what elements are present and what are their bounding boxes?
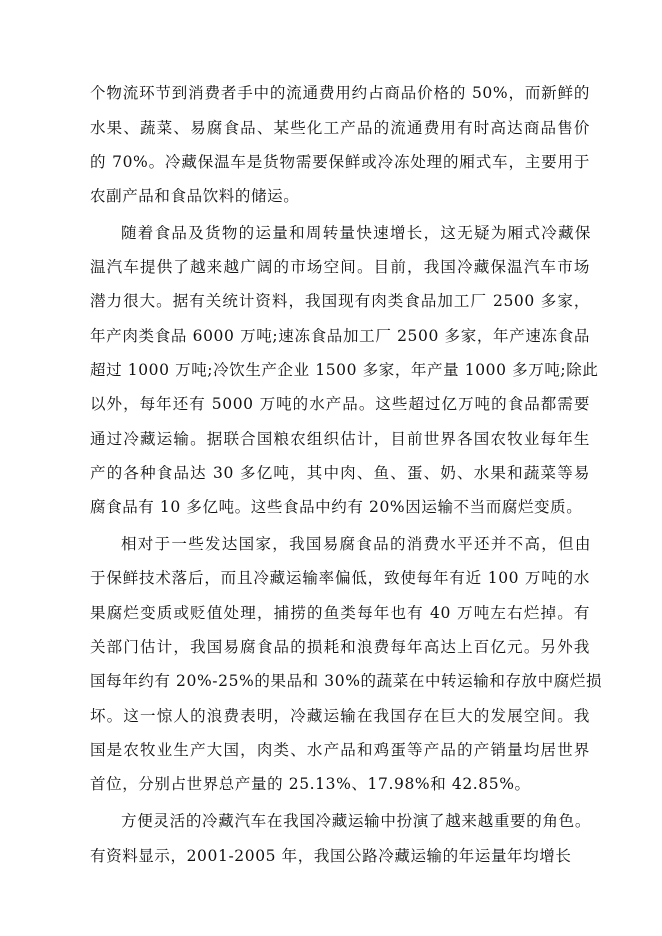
text-line: 于保鲜技术落后，而且冷藏运输率偏低，致使每年有近 100 万吨的水: [90, 569, 590, 587]
text-line: 通过冷藏运输。据联合国粮农组织估计，目前世界各国农牧业每年生: [90, 430, 590, 448]
text-line: 关部门估计，我国易腐食品的损耗和浪费每年高达上百亿元。另外我: [90, 638, 590, 656]
text-line: 坏。这一惊人的浪费表明，冷藏运输在我国存在巨大的发展空间。我: [90, 707, 590, 725]
paragraph-first-line: 随着食品及货物的运量和周转量快速增长，这无疑为厢式冷藏保: [121, 224, 591, 242]
text-line: 个物流环节到消费者手中的流通费用约占商品价格的 50%，而新鲜的: [90, 84, 590, 102]
text-line: 有资料显示，2001-2005 年，我国公路冷藏运输的年运量年均增长: [90, 847, 572, 865]
text-line: 潜力很大。据有关统计资料，我国现有肉类食品加工厂 2500 多家，: [90, 292, 590, 310]
text-line: 首位，分别占世界总产量的 25.13%、17.98%和 42.85%。: [90, 775, 531, 793]
text-line: 产的各种食品达 30 多亿吨，其中肉、鱼、蛋、奶、水果和蔬菜等易: [90, 464, 590, 482]
text-line: 果腐烂变质或贬值处理，捕捞的鱼类每年也有 40 万吨左右烂掉。有: [90, 604, 590, 622]
text-line: 温汽车提供了越来越广阔的市场空间。目前，我国冷藏保温汽车市场: [90, 258, 590, 276]
text-line: 以外，每年还有 5000 万吨的水产品。这些超过亿万吨的食品都需要: [90, 395, 590, 413]
paragraph-first-line: 相对于一些发达国家，我国易腐食品的消费水平还并不高，但由: [121, 535, 591, 553]
text-line: 超过 1000 万吨;冷饮生产企业 1500 多家，年产量 1000 多万吨;除此: [90, 361, 599, 379]
text-line: 水果、蔬菜、易腐食品、某些化工产品的流通费用有时高达商品售价: [90, 119, 590, 137]
text-line: 国是农牧业生产大国，肉类、水产品和鸡蛋等产品的产销量均居世界: [90, 741, 590, 759]
paragraph-first-line: 方便灵活的冷藏汽车在我国冷藏运输中扮演了越来越重要的角色。: [121, 812, 591, 830]
text-line: 农副产品和食品饮料的储运。: [90, 187, 300, 205]
text-line: 国每年约有 20%-25%的果品和 30%的蔬菜在中转运输和存放中腐烂损: [90, 672, 603, 690]
text-line: 年产肉类食品 6000 万吨;速冻食品加工厂 2500 多家，年产速冻食品: [90, 327, 590, 345]
text-line: 的 70%。冷藏保温车是货物需要保鲜或冷冻处理的厢式车，主要用于: [90, 153, 590, 171]
text-line: 腐食品有 10 多亿吨。这些食品中约有 20%因运输不当而腐烂变质。: [90, 498, 583, 516]
